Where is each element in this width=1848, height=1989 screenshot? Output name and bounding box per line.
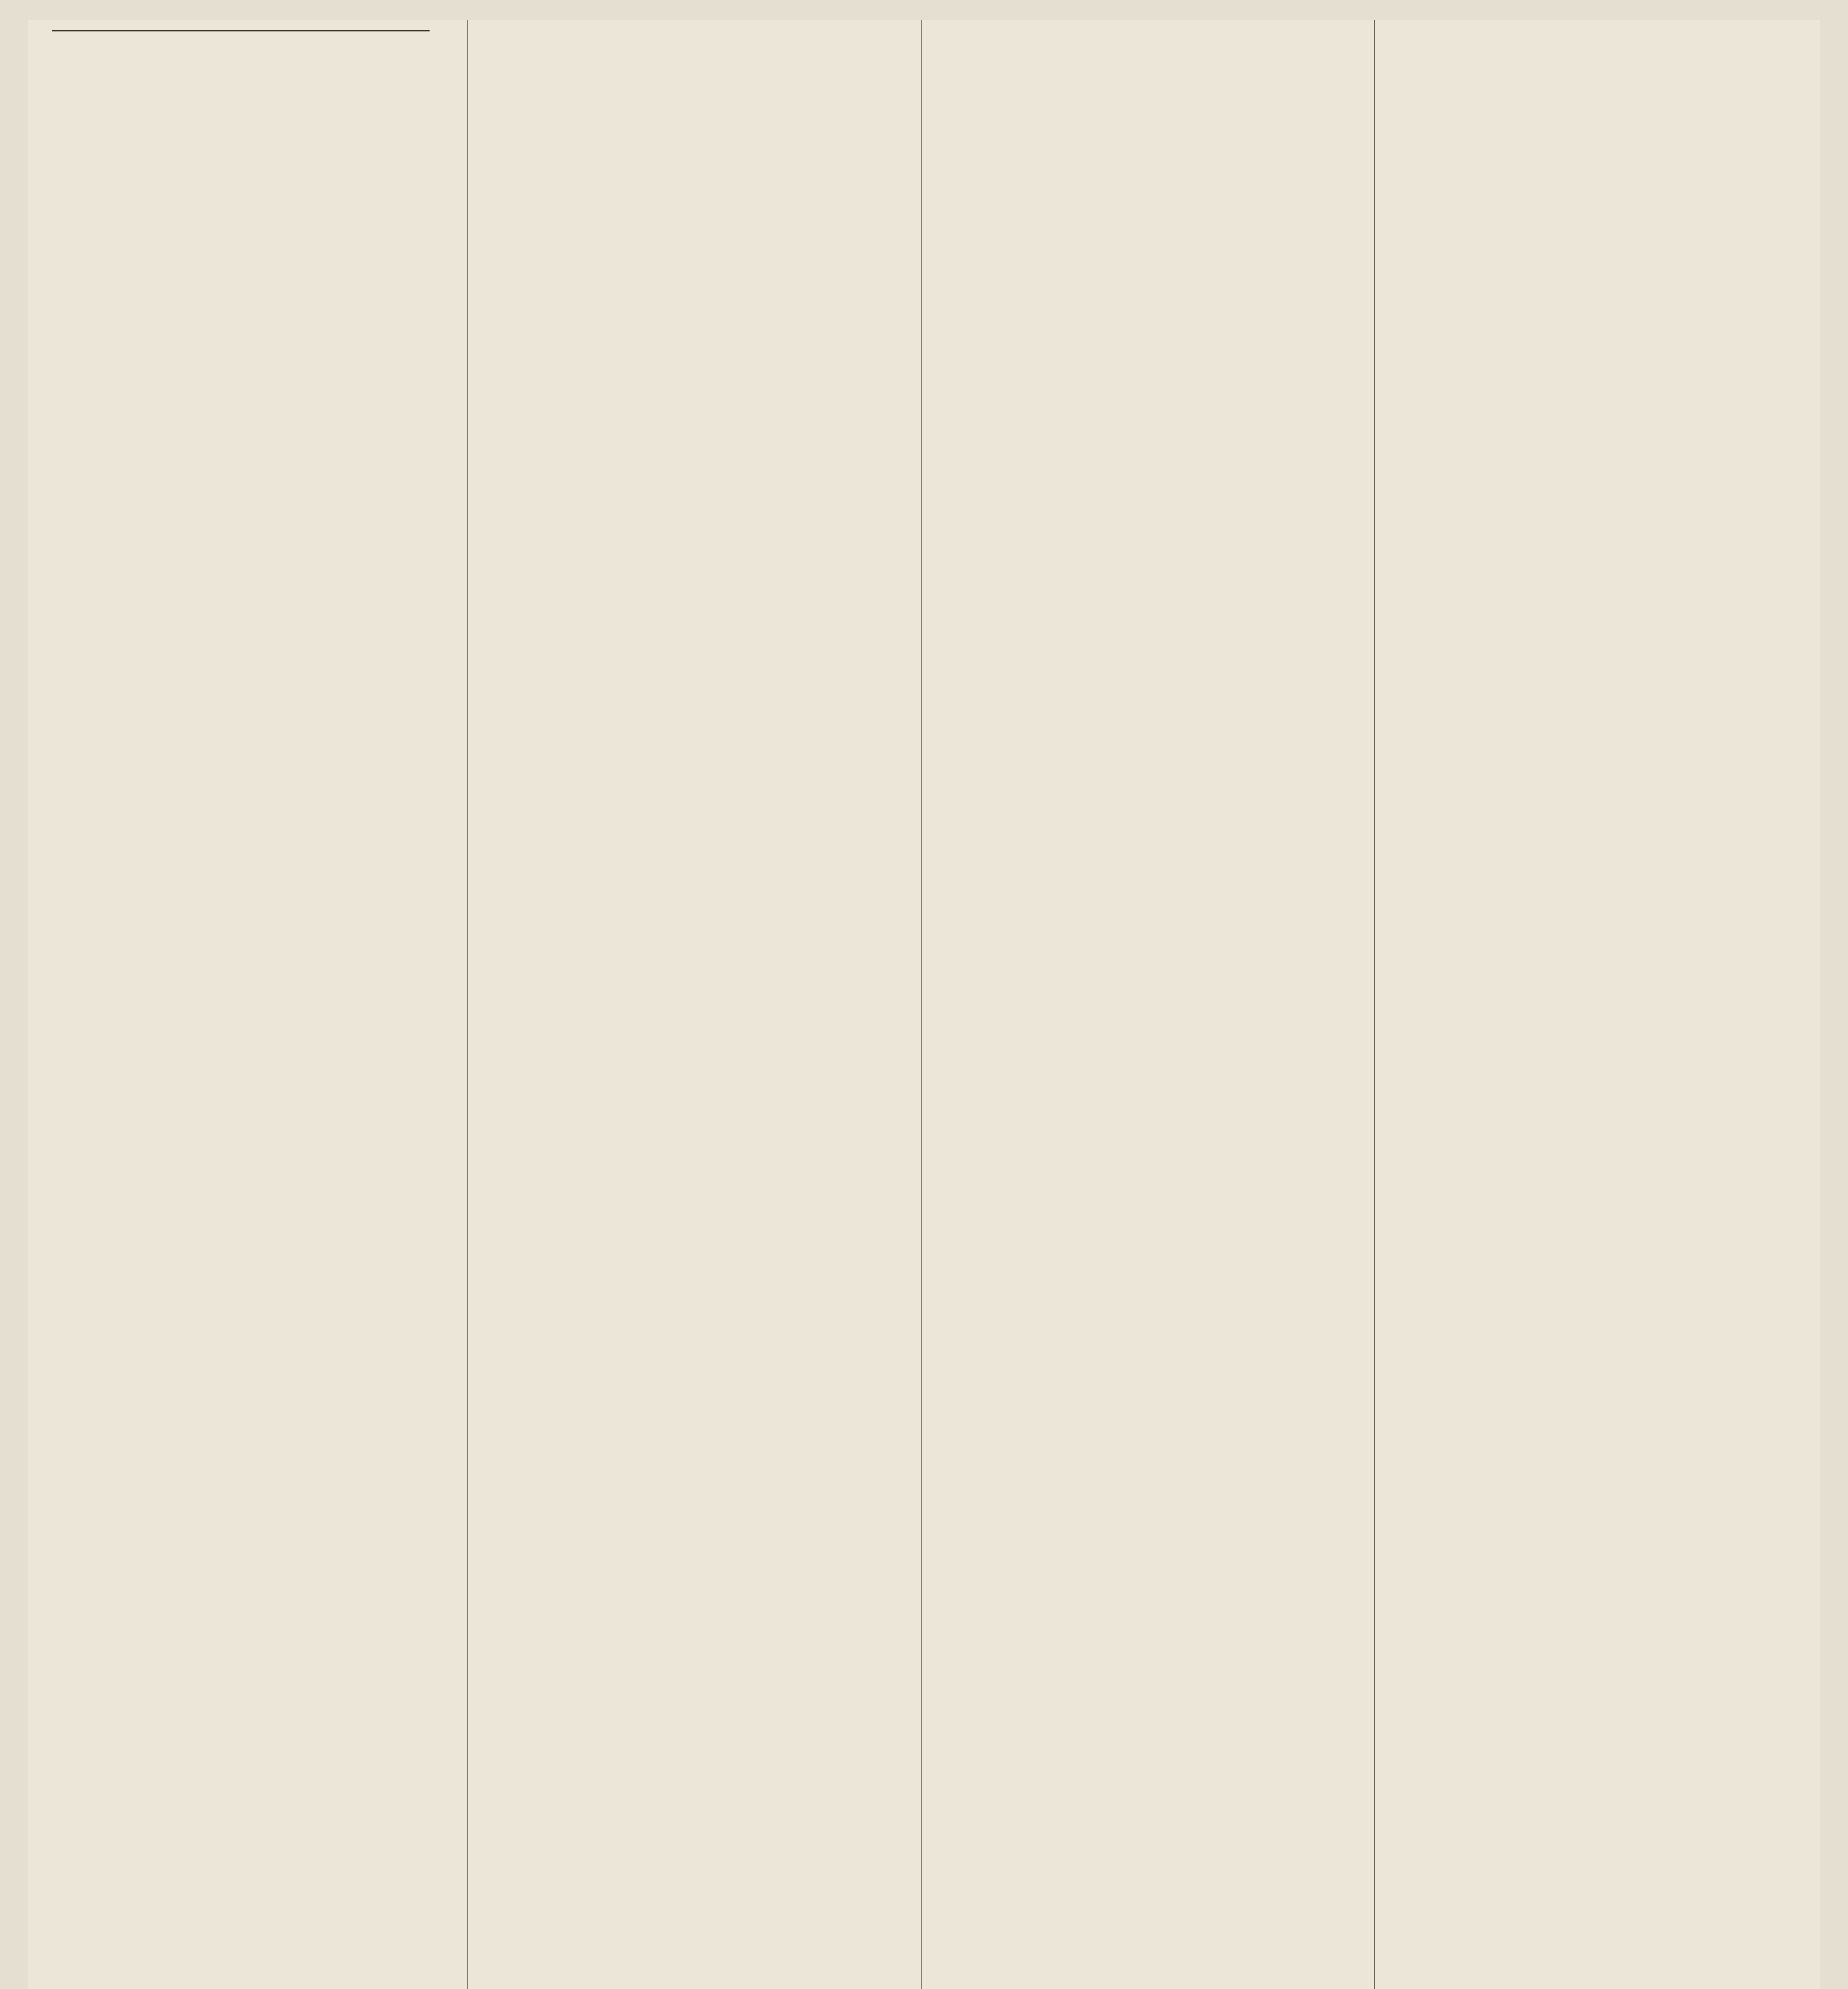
column-rule [921, 20, 922, 1989]
newspaper-page [28, 20, 1820, 1989]
column-rule [467, 20, 468, 1989]
column-2 [481, 20, 907, 1989]
column-1 [28, 20, 453, 1989]
section-divider [52, 30, 430, 31]
column-rule [1374, 20, 1375, 1989]
column-3 [935, 20, 1360, 1989]
